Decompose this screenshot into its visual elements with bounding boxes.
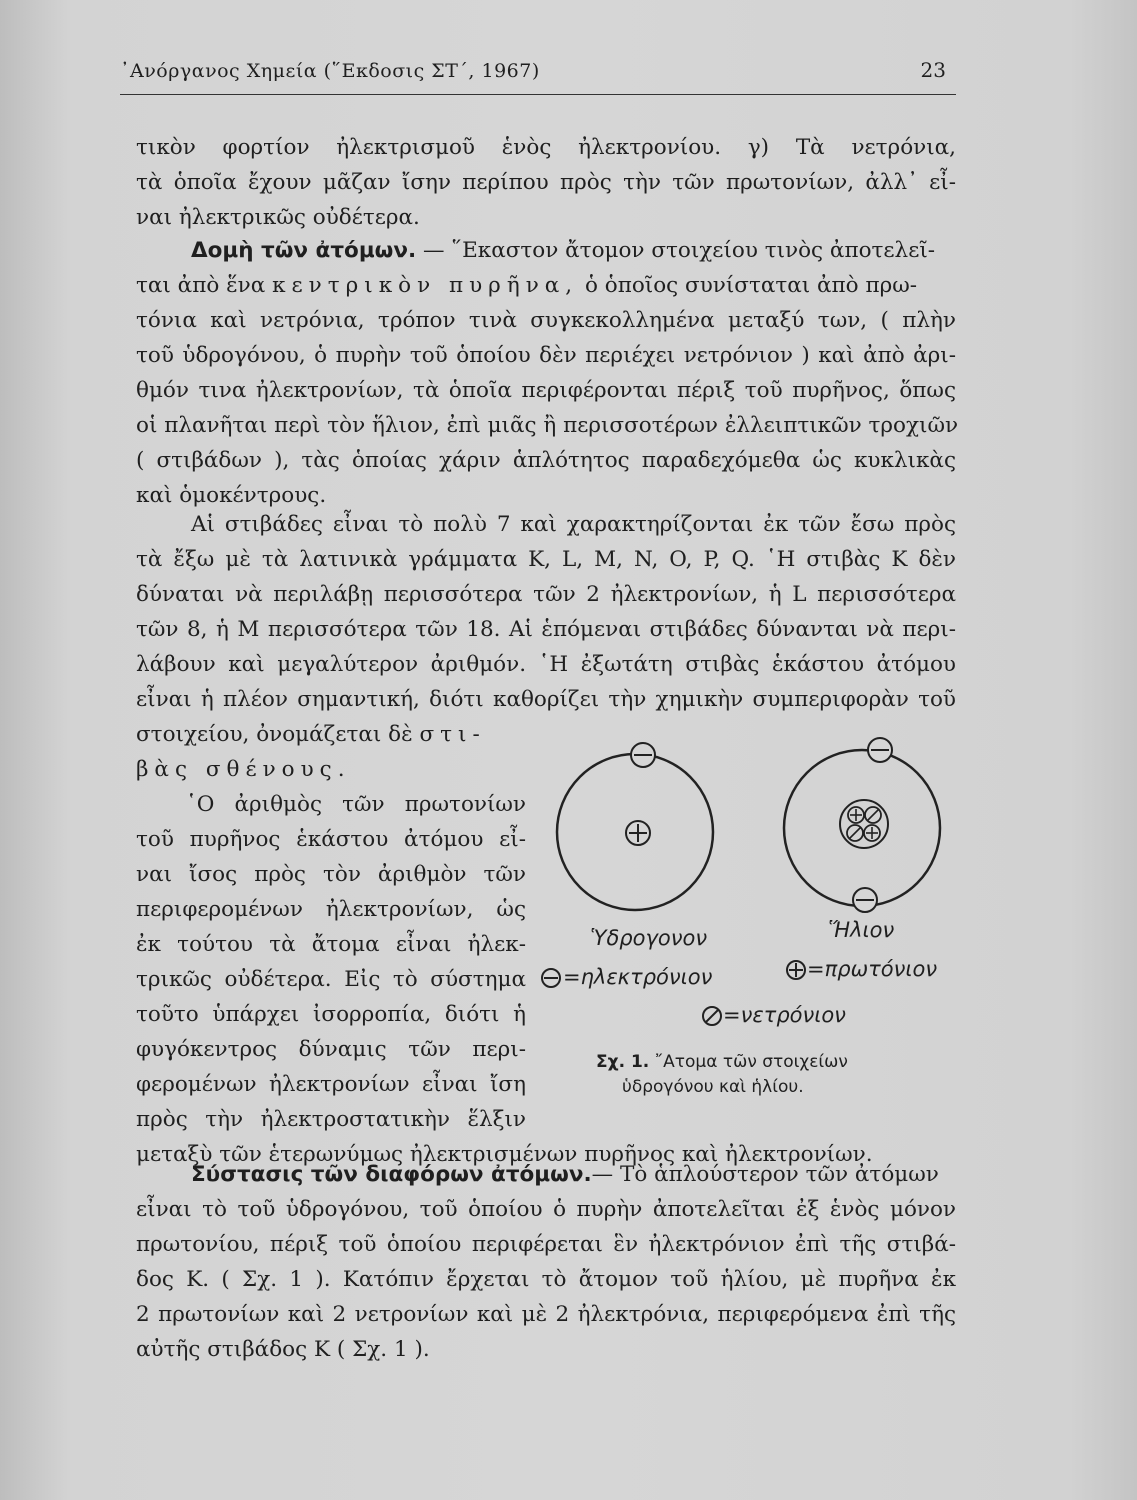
legend-proton-icon: [787, 961, 805, 979]
page-number: 23: [920, 58, 946, 82]
text-line: ῾Ο ἀριθμὸς τῶν πρωτονίων: [186, 792, 526, 817]
legend-electron-icon: [542, 969, 560, 987]
emphasized-term: στι-: [419, 722, 486, 747]
figure-caption-line2: ὑδρογόνου καὶ ἡλίου.: [622, 1077, 804, 1097]
text-line: [136, 717, 526, 752]
helium-label: Ἥλιον: [828, 918, 895, 942]
text-line: εἶναι τὸ τοῦ ὑδρογόνου, τοῦ ὁποίου ὁ πυρὴν ἀποτελεῖται ἐξ ἑνὸς μόνον: [136, 1197, 956, 1222]
text-line: τόνια καὶ νετρόνια, τρόπον τινὰ συγκεκολλημένα μεταξύ των, ( πλὴν: [136, 308, 956, 333]
text-line: τοῦ ὑδρογόνου, ὁ πυρὴν τοῦ ὁποίου δὲν περιέχει νετρόνιον ) καὶ ἀπὸ ἀρι-: [136, 343, 956, 368]
text-line: θμόν τινα ἠλεκτρονίων, τὰ ὁποῖα περιφέρονται πέριξ τοῦ πυρῆνος, ὅπως: [136, 378, 956, 403]
text-line: αὐτῆς στιβάδος Κ ( Σχ. 1 ).: [136, 1337, 430, 1362]
emphasized-term: κεντρικὸν πυρῆνα,: [272, 273, 579, 298]
legend-neutron-label: =νετρόνιον: [723, 1003, 846, 1027]
text-line: τὰ ἔξω μὲ τὰ λατινικὰ γράμματα Κ, L, M, N, O, P, Q. ῾Η στιβὰς Κ δὲν: [136, 547, 956, 572]
paragraph-neutrons: [136, 130, 956, 235]
section-heading: Δομὴ τῶν ἀτόμων.: [191, 238, 417, 263]
paragraph-composition: [136, 1157, 956, 1367]
text-line: [136, 268, 956, 303]
text-line: ( στιβάδων ), τὰς ὁποίας χάριν ἁπλότητος παραδεχόμεθα ὡς κυκλικὰς: [136, 448, 956, 473]
text-line: τῶν 8, ἡ Μ περισσότερα τῶν 18. Αἱ ἑπόμεναι στιβάδες δύνανται νὰ περι-: [136, 617, 956, 642]
section-heading: Σύστασις τῶν διαφόρων ἀτόμων.: [191, 1162, 592, 1187]
header-rule: [120, 94, 956, 95]
text-line: Αἱ στιβάδες εἶναι τὸ πολὺ 7 καὶ χαρακτηρίζονται ἐκ τῶν ἔσω πρὸς: [191, 512, 956, 537]
text-line: πρωτονίου, πέριξ τοῦ ὁποίου περιφέρεται ἓν ἠλεκτρόνιον ἐπὶ τῆς στιβά-: [136, 1232, 956, 1257]
figure-number: Σχ. 1.: [596, 1052, 650, 1072]
helium-electron-icon: [853, 888, 877, 912]
figure-atoms: [540, 730, 970, 1110]
text-line: ναι ἴσος πρὸς τὸν ἀριθμὸν τῶν: [136, 862, 526, 887]
helium-nucleus-icon: [840, 800, 888, 848]
text-run: — Τὸ ἁπλούστερον τῶν ἀτόμων: [591, 1162, 939, 1187]
text-line: πρὸς τὴν ἠλεκτροστατικὴν ἕλξιν: [136, 1107, 526, 1132]
helium-electron-icon: [868, 738, 892, 762]
text-line: οἱ πλανῆται περὶ τὸν ἥλιον, ἐπὶ μιᾶς ἢ περισσοτέρων ἐλλειπτικῶν τροχιῶν: [136, 413, 959, 438]
hydrogen-nucleus-proton-icon: [626, 821, 650, 845]
text-line: καὶ ὁμοκέντρους.: [136, 483, 327, 508]
hydrogen-electron-icon: [631, 743, 655, 767]
paragraph-atom-structure: [136, 233, 959, 513]
text-line: περιφερομένων ἠλεκτρονίων, ὡς: [136, 897, 526, 922]
legend-proton-label: =πρωτόνιον: [807, 957, 938, 981]
text-line: τὰ ὁποῖα ἔχουν μᾶζαν ἴσην περίπου πρὸς τὴν τῶν πρωτονίων, ἀλλ᾽ εἶ-: [136, 170, 956, 195]
text-line: τοῦτο ὑπάρχει ἰσορροπία, διότι ἡ: [136, 1002, 526, 1027]
text-line: φυγόκεντρος δύναμις τῶν περι-: [136, 1037, 526, 1062]
figure-caption: [596, 1052, 848, 1072]
caption-text: ῎Ατομα τῶν στοιχείων: [654, 1052, 848, 1072]
running-title: ᾽Ανόργανος Χημεία (῞Εκδοσις ΣΤ΄, 1967): [120, 60, 540, 82]
text-line: [136, 1157, 956, 1192]
text-line: τοῦ πυρῆνος ἑκάστου ἀτόμου εἶ-: [136, 827, 526, 852]
text-line: ναι ἠλεκτρικῶς οὐδέτερα.: [136, 205, 420, 230]
text-run: ὁ ὁποῖος συνίσταται ἀπὸ πρω-: [584, 273, 918, 298]
text-line: ἐκ τούτου τὰ ἄτομα εἶναι ἠλεκ-: [136, 932, 526, 957]
text-line: [136, 233, 956, 268]
page-header: [120, 60, 956, 94]
text-line: δος Κ. ( Σχ. 1 ). Κατόπιν ἔρχεται τὸ ἄτομον τοῦ ἡλίου, μὲ πυρῆνα ἐκ: [136, 1267, 956, 1292]
text-run: — ῞Εκαστον ἄτομον στοιχείου τινὸς ἀποτελεῖ-: [423, 238, 936, 263]
text-line: λάβουν καὶ μεγαλύτερον ἀριθμόν. ῾Η ἐξωτάτη στιβὰς ἑκάστου ἀτόμου: [136, 652, 956, 677]
text-line: 2 πρωτονίων καὶ 2 νετρονίων καὶ μὲ 2 ἠλεκτρόνια, περιφερόμενα ἐπὶ τῆς: [136, 1302, 956, 1327]
text-line: δύναται νὰ περιλάβῃ περισσότερα τῶν 2 ἠλεκτρονίων, ἡ L περισσότερα: [136, 582, 956, 607]
text-line: τικὸν φορτίον ἠλεκτρισμοῦ ἑνὸς ἠλεκτρονίου. γ) Τὰ νετρόνια,: [136, 135, 956, 160]
emphasized-term: βὰς σθένους.: [136, 757, 351, 782]
text-run: στοιχείου, ὀνομάζεται δὲ: [136, 722, 413, 747]
paragraph-valence-shell: [136, 717, 526, 787]
paragraph-shells: [136, 507, 956, 717]
text-run: ται ἀπὸ ἕνα: [136, 273, 266, 298]
text-line: εἶναι ἡ πλέον σημαντική, διότι καθορίζει τὴν χημικὴν συμπεριφορὰν τοῦ: [136, 687, 956, 712]
text-line: τρικῶς οὐδέτερα. Εἰς τὸ σύστημα: [136, 967, 526, 992]
hydrogen-label: Ὑδρογονον: [590, 926, 708, 950]
legend-electron-label: =ηλεκτρόνιον: [563, 965, 713, 989]
text-line: φερομένων ἠλεκτρονίων εἶναι ἴση: [136, 1072, 526, 1097]
legend-neutron-icon: [703, 1007, 721, 1025]
text-line: μεταξὺ τῶν ἑτερωνύμως ἠλεκτρισμένων πυρῆνος καὶ ἠλεκτρονίων.: [136, 1142, 873, 1167]
